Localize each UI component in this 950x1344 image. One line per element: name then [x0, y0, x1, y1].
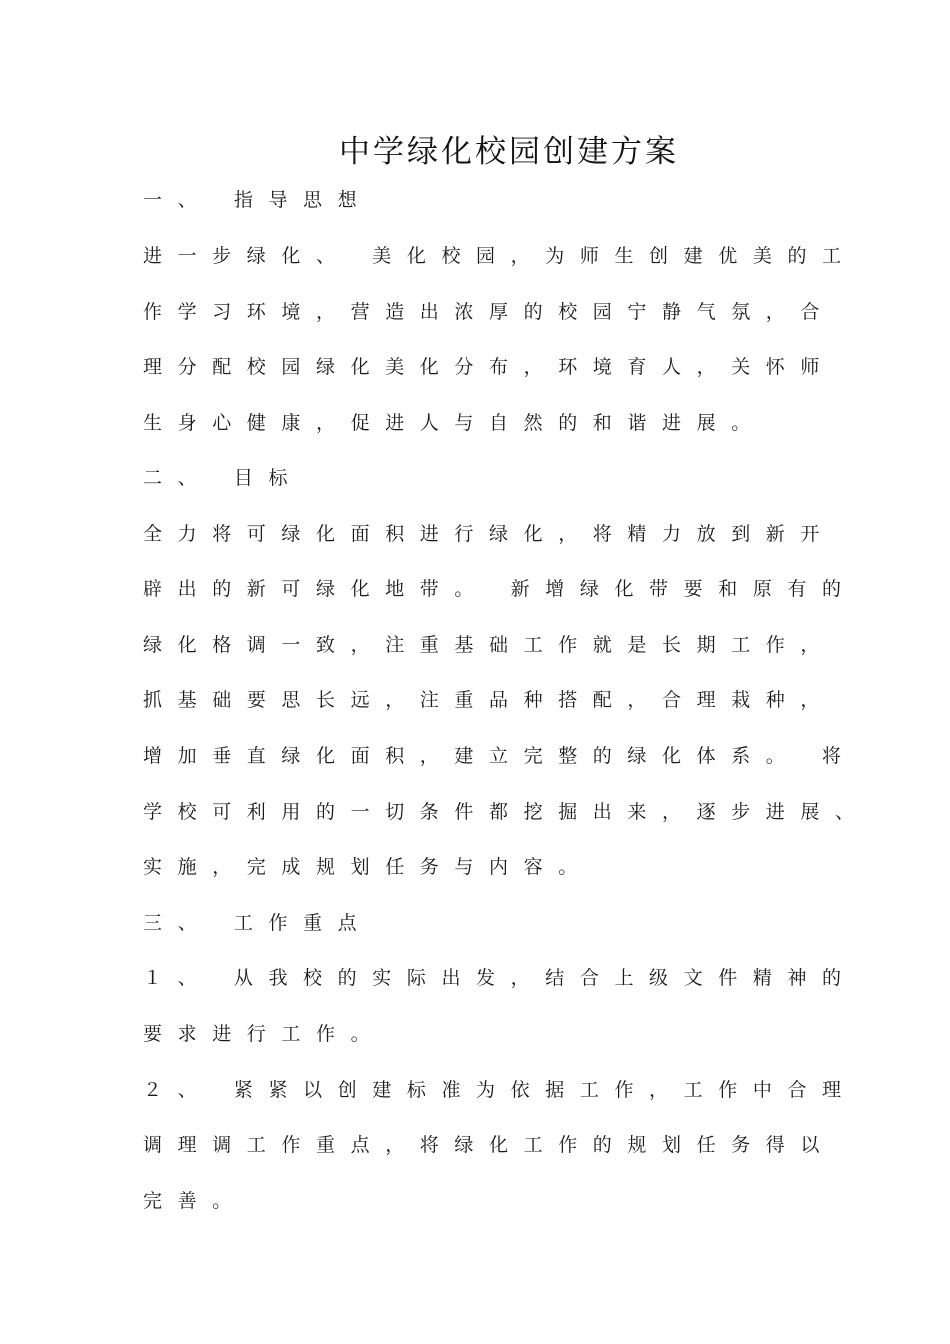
paragraph-line: 绿化格调一致，注重基础工作就是长期工作，	[143, 634, 836, 656]
paragraph-line: 要求进行工作。	[143, 1023, 386, 1045]
paragraph-line: 学校可利用的一切条件都挖掘出来，逐步进展、	[143, 801, 870, 823]
paragraph-line: 理分配校园绿化美化分布，环境育人，关怀师	[143, 356, 836, 378]
paragraph-line: 增加垂直绿化面积，建立完整的绿化体系。 将	[143, 745, 857, 767]
paragraph-line: 生身心健康，促进人与自然的和谐进展。	[143, 412, 766, 434]
section-heading-work-focus: 三、 工作重点	[143, 912, 373, 934]
paragraph-line: 完善。	[143, 1190, 247, 1212]
paragraph-line: 全力将可绿化面积进行绿化，将精力放到新开	[143, 523, 836, 545]
section-heading-goals: 二、 目标	[143, 467, 304, 489]
paragraph-line: 调理调工作重点，将绿化工作的规划任务得以	[143, 1134, 836, 1156]
paragraph-line: 辟出的新可绿化地带。 新增绿化带要和原有的	[143, 578, 857, 600]
paragraph-line: ２、 紧紧以创建标准为依据工作，工作中合理	[143, 1079, 857, 1101]
section-heading-guiding-ideology: 一、 指导思想	[143, 189, 373, 211]
document-title: 中学绿化校园创建方案	[339, 134, 679, 170]
paragraph-line: 进一步绿化、 美化校园，为师生创建优美的工	[143, 245, 857, 267]
paragraph-line: １、 从我校的实际出发，结合上级文件精神的	[143, 967, 857, 989]
paragraph-line: 实施，完成规划任务与内容。	[143, 856, 593, 878]
paragraph-line: 作学习环境，营造出浓厚的校园宁静气氛，合	[143, 301, 836, 323]
paragraph-line: 抓基础要思长远，注重品种搭配，合理栽种，	[143, 689, 836, 711]
